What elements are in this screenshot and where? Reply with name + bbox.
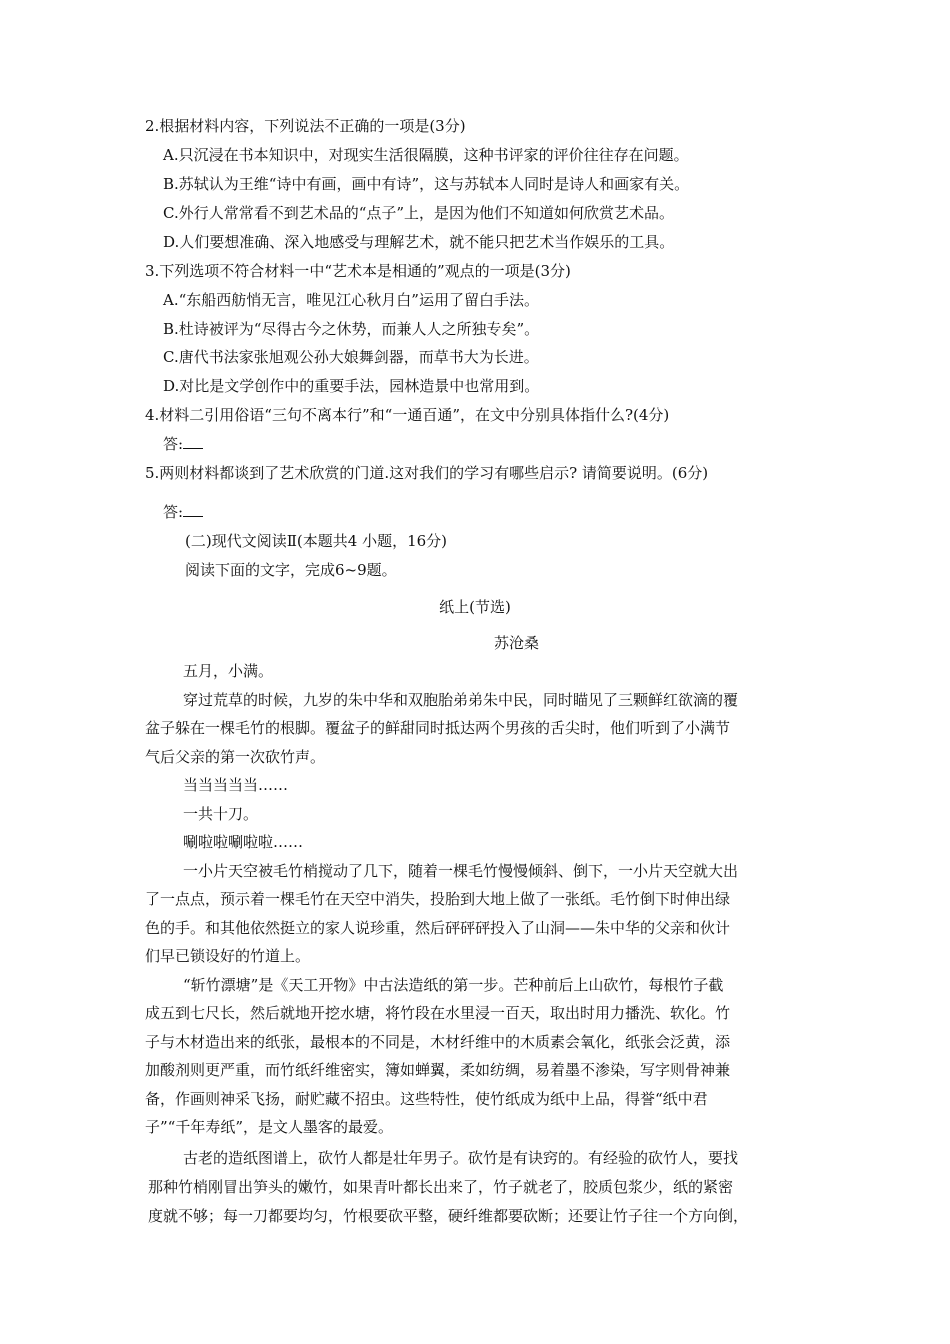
paragraph-line: 盆子躲在一棵毛竹的根脚。覆盆子的鲜甜同时抵达两个男孩的舌尖时，他们听到了小满节 [145,719,731,737]
paragraph-line: 五月，小满。 [183,662,274,680]
paragraph-line: 度就不够；每一刀都要均匀，竹根要砍平整，硬纤维都要砍断；还要让竹子往一个方向倒， [148,1207,749,1225]
paragraph-line: 当当当当当…… [183,776,289,794]
question-2-option-c: C.外行人常常看不到艺术品的“点子”上，是因为他们不知道如何欣赏艺术品。 [163,204,675,222]
section-heading: (二)现代文阅读Ⅱ(本题共4 小题，16分) [185,532,448,550]
paragraph-line: 气后父亲的第一次砍竹声。 [145,748,326,766]
question-3-option-a: A.“东船西舫悄无言，唯见江心秋月白”运用了留白手法。 [163,291,539,309]
paragraph-line: 们早已锁设好的竹道上。 [145,947,311,965]
answer-label: 答: [163,435,184,453]
question-2-stem: 2.根据材料内容，下列说法不正确的一项是(3分) [145,117,466,135]
paragraph-line: 色的手。和其他依然挺立的家人说珍重，然后砰砰砰投入了山洞——朱中华的父亲和伙计 [145,919,731,937]
paragraph-line: 子与木材造出来的纸张，最根本的不同是，木材纤维中的木质素会氧化，纸张会泛黄，添 [145,1033,731,1051]
question-3-option-d: D.对比是文学创作中的重要手法，园林造景中也常用到。 [163,377,540,395]
paragraph-line: 了一点点，预示着一棵毛竹在天空中消失，投胎到大地上做了一张纸。毛竹倒下时伸出绿 [145,890,731,908]
question-5-answer [163,502,203,522]
article-author: 苏沧桑 [494,634,540,652]
paragraph-line: 一共十刀。 [183,805,259,823]
question-2-option-b: B.苏轼认为王维“诗中有画，画中有诗”，这与苏轼本人同时是诗人和画家有关。 [163,175,690,193]
paragraph-line: “斩竹漂塘”是《天工开物》中古法造纸的第一步。芒种前后上山砍竹，每根竹子截 [183,976,724,994]
article-title: 纸上(节选) [439,598,511,616]
answer-label: 答: [163,503,184,521]
paragraph-line: 成五到七尺长，然后就地开挖水塘，将竹段在水里浸一百天，取出时用力播洗、软化。竹 [145,1004,731,1022]
paragraph-line: 那种竹梢刚冒出笋头的嫩竹，如果青叶都长出来了，竹子就老了，胶质包浆少，纸的紧密 [148,1178,734,1196]
question-5-stem: 5.两则材料都谈到了艺术欣赏的门道.这对我们的学习有哪些启示? 请简要说明。(6分) [145,464,709,482]
question-4-answer [163,434,203,454]
paragraph-line: 加酸剂则更严重，而竹纸纤维密实，簿如蝉翼，柔如纺绸，易着墨不渗染，写字则骨神兼 [145,1061,731,1079]
answer-blank[interactable] [183,502,203,517]
question-2-option-d: D.人们要想准确、深入地感受与理解艺术，就不能只把艺术当作娱乐的工具。 [163,233,675,251]
paragraph-line: 一小片天空被毛竹梢搅动了几下，随着一棵毛竹慢慢倾斜、倒下，一小片天空就大出 [183,862,739,880]
section-instruction: 阅读下面的文字，完成6~9题。 [185,561,397,579]
question-3-option-b: B.杜诗被评为“尽得古今之休势，而兼人人之所独专矣”。 [163,320,540,338]
question-2-option-a: A.只沉浸在书本知识中，对现实生活很隔膜，这种书评家的评价往往存在问题。 [163,146,689,164]
paragraph-line: 备，作画则神采飞扬，耐贮藏不招虫。这些特性，使竹纸成为纸中上品，得誉“纸中君 [145,1090,708,1108]
question-4-stem: 4.材料二引用俗语“三句不离本行”和“一通百通”，在文中分别具体指什么?(4分) [145,406,670,424]
paragraph-line: 子”“千年寿纸”，是文人墨客的最爱。 [145,1118,394,1136]
question-3-option-c: C.唐代书法家张旭观公孙大娘舞剑器，而草书大为长进。 [163,348,539,366]
paragraph-line: 古老的造纸图谱上，砍竹人都是壮年男子。砍竹是有诀窍的。有经验的砍竹人，要找 [183,1149,739,1167]
paragraph-line: 穿过荒草的时候，九岁的朱中华和双胞胎弟弟朱中民，同时瞄见了三颗鲜红欲滴的覆 [183,691,739,709]
question-3-stem: 3.下列选项不符合材料一中“艺术本是相通的”观点的一项是(3分) [145,262,571,280]
paragraph-line: 唰啦啦唰啦啦…… [183,833,304,851]
answer-blank[interactable] [183,434,203,449]
